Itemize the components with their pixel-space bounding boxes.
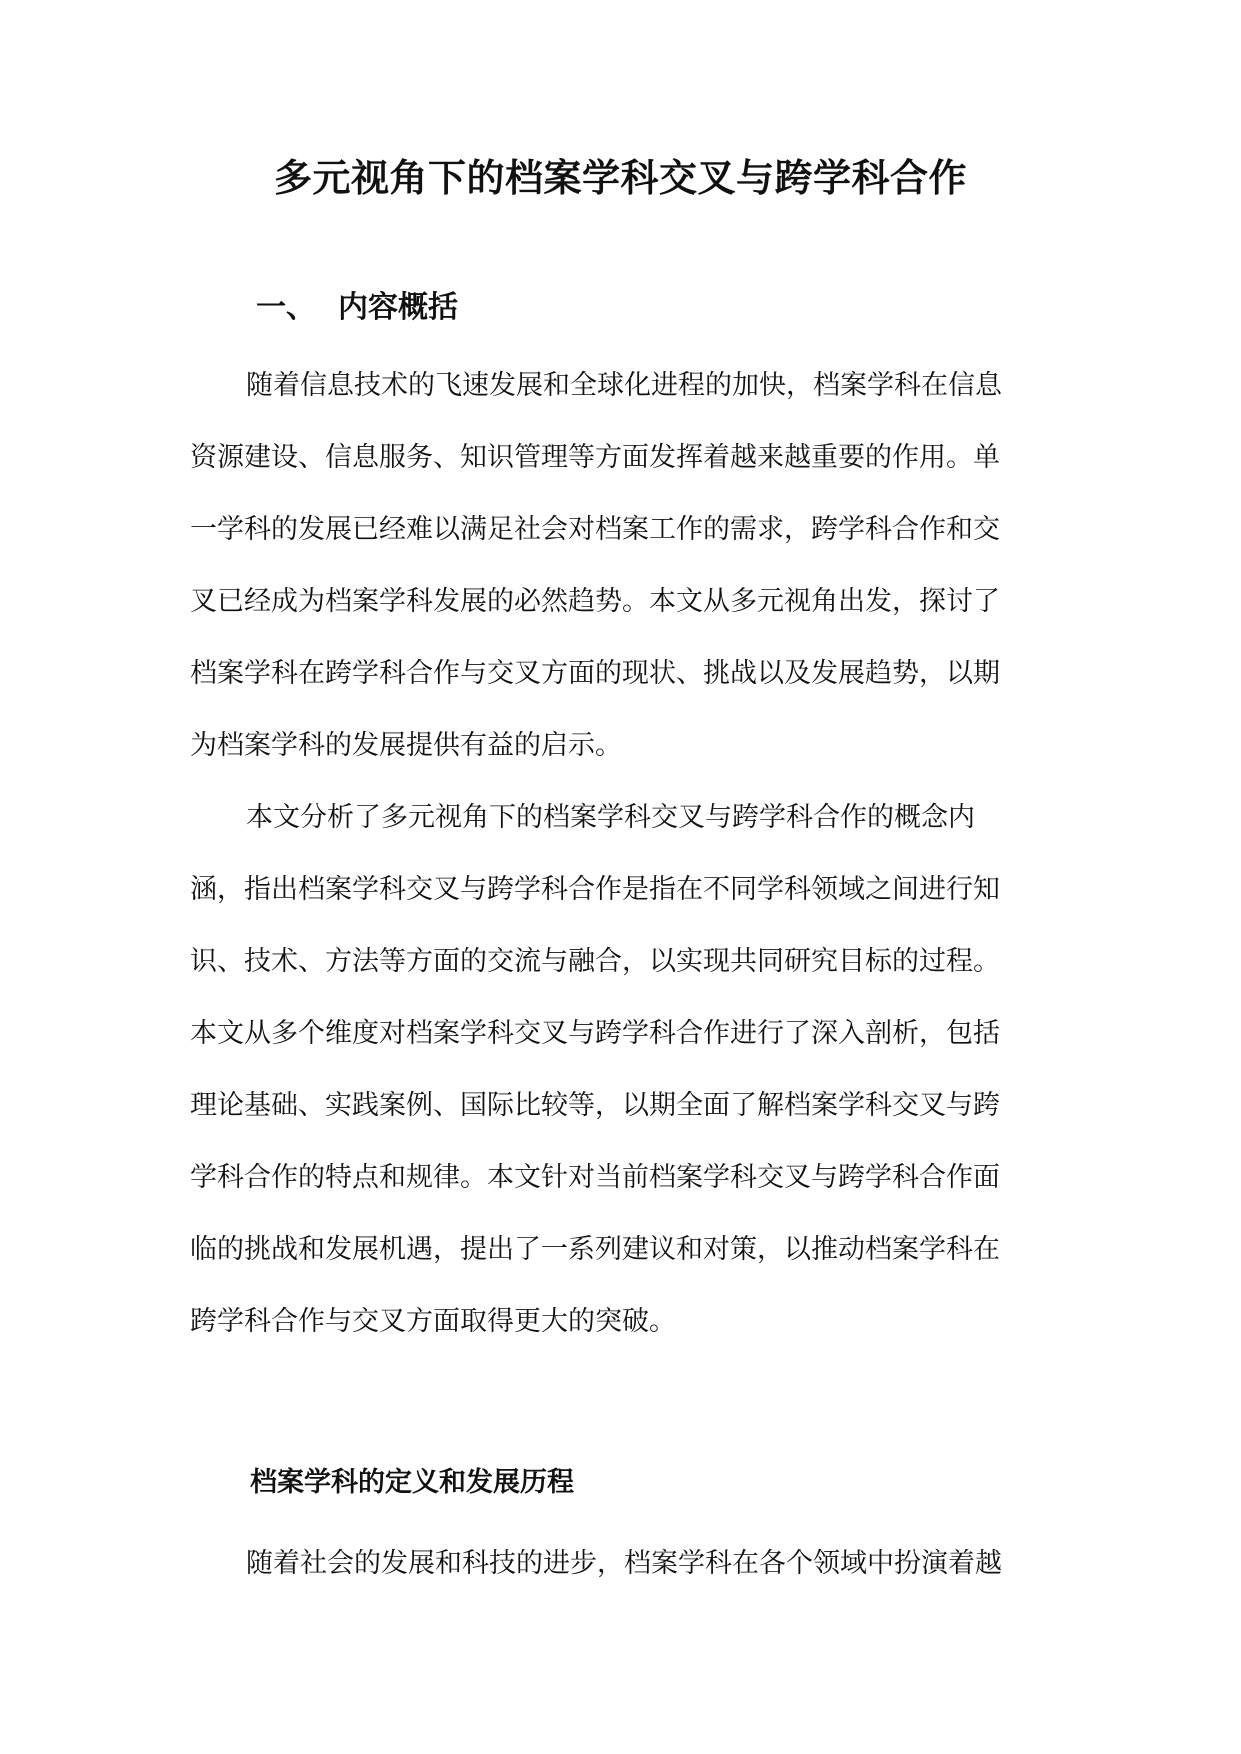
paragraph-2-line: 理论基础、实践案例、国际比较等，以期全面了解档案学科交叉与跨 <box>190 1090 1000 1121</box>
paragraph-1-line: 一学科的发展已经难以满足社会对档案工作的需求，跨学科合作和交 <box>190 514 1000 545</box>
paragraph-2-line: 涵，指出档案学科交叉与跨学科合作是指在不同学科领域之间进行知 <box>190 874 1000 905</box>
paragraph-1-line: 叉已经成为档案学科发展的必然趋势。本文从多元视角出发，探讨了 <box>190 586 1000 617</box>
section-heading-summary <box>256 283 458 333</box>
paragraph-1-line: 资源建设、信息服务、知识管理等方面发挥着越来越重要的作用。单 <box>190 442 1000 473</box>
paragraph-2-line: 学科合作的特点和规律。本文针对当前档案学科交叉与跨学科合作面 <box>190 1162 1000 1193</box>
paragraph-3-line: 随着社会的发展和科技的进步，档案学科在各个领域中扮演着越 <box>246 1548 1002 1579</box>
paragraph-2-line: 本文从多个维度对档案学科交叉与跨学科合作进行了深入剖析，包括 <box>190 1018 1000 1049</box>
subsection-heading: 档案学科的定义和发展历程 <box>250 1467 574 1498</box>
section-title: 内容概括 <box>338 290 458 325</box>
section-number: 一、 <box>256 290 316 325</box>
paragraph-1-line: 档案学科在跨学科合作与交叉方面的现状、挑战以及发展趋势，以期 <box>190 658 1000 689</box>
paragraph-1-line: 随着信息技术的飞速发展和全球化进程的加快，档案学科在信息 <box>246 370 1002 401</box>
paragraph-2-line: 临的挑战和发展机遇，提出了一系列建议和对策，以推动档案学科在 <box>190 1234 1000 1265</box>
paragraph-2-line: 跨学科合作与交叉方面取得更大的突破。 <box>190 1306 676 1337</box>
paragraph-2-line: 本文分析了多元视角下的档案学科交叉与跨学科合作的概念内 <box>246 802 975 833</box>
paragraph-1-line: 为档案学科的发展提供有益的启示。 <box>190 730 622 761</box>
paragraph-2-line: 识、技术、方法等方面的交流与融合，以实现共同研究目标的过程。 <box>190 946 1000 977</box>
document-title: 多元视角下的档案学科交叉与跨学科合作 <box>273 155 967 200</box>
